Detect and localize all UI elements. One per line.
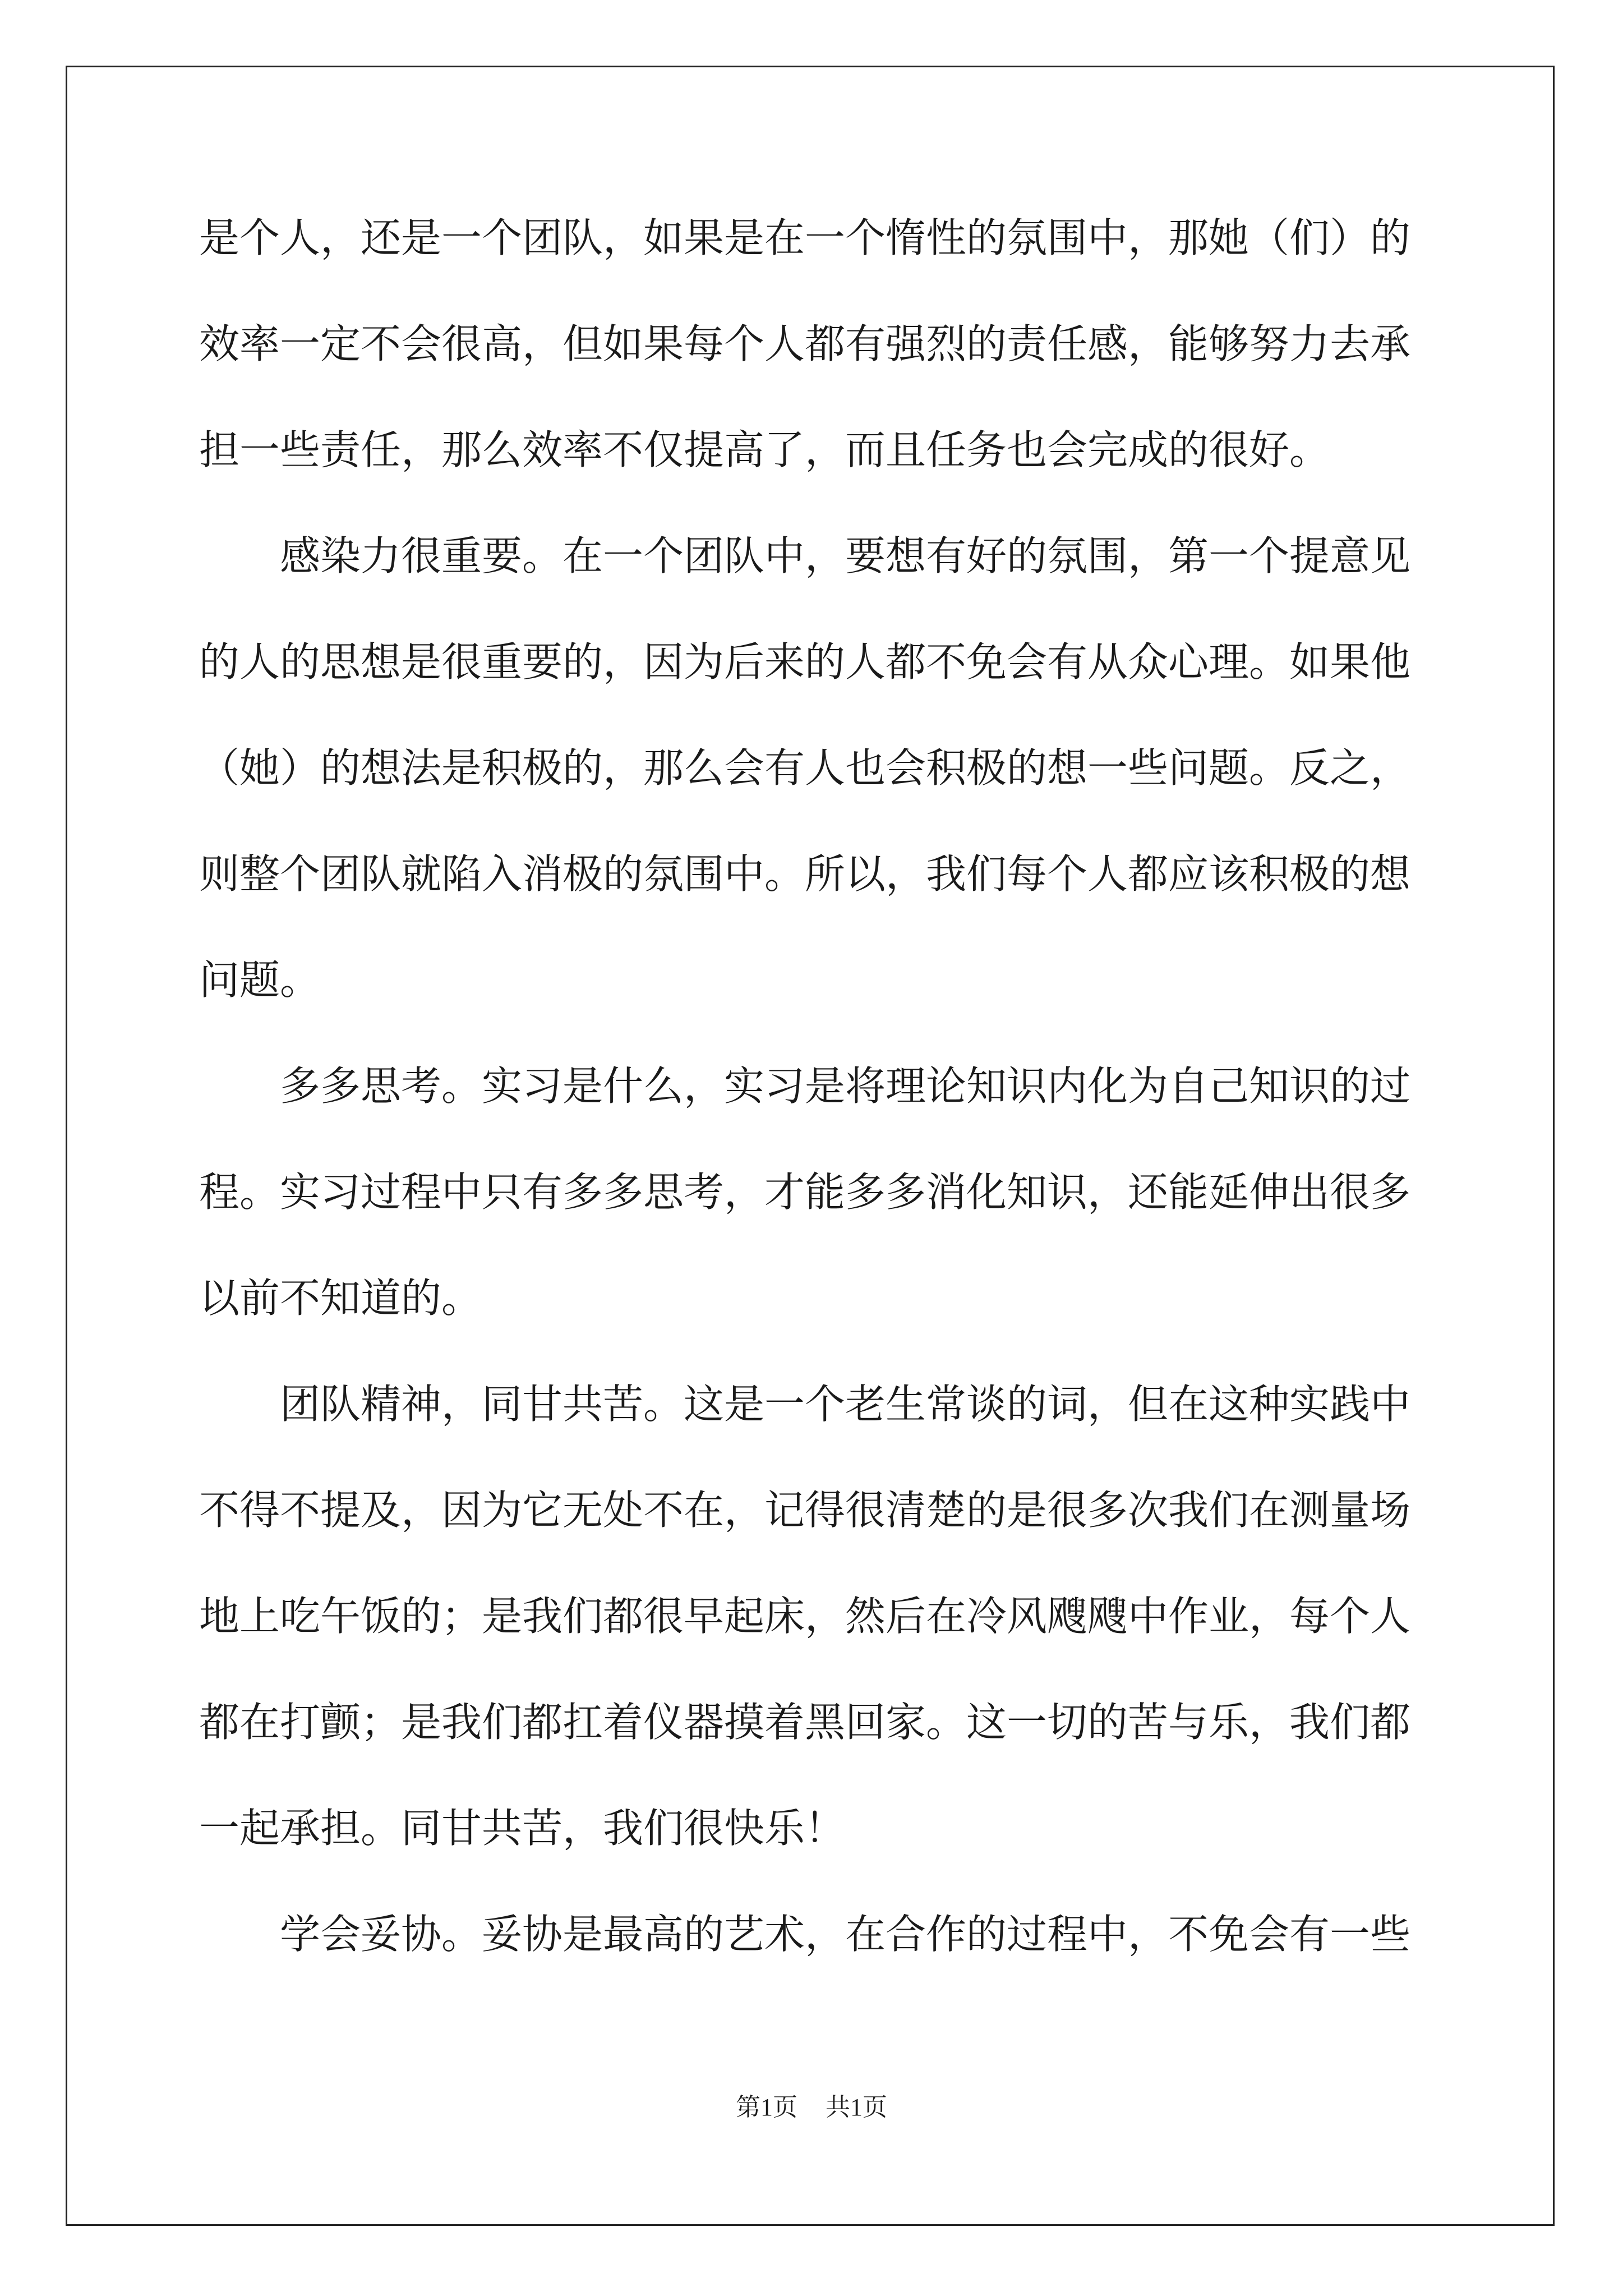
page-total: 共1页	[826, 2093, 887, 2121]
paragraph-first-line: 团队精神，同甘共苦。这是一个老生常谈的词，但在这种实践中	[280, 1381, 1411, 1428]
text-line: 不得不提及，因为它无处不在，记得很清楚的是很多次我们在测量场	[199, 1487, 1411, 1534]
paragraph-first-line: 学会妥协。妥协是最高的艺术，在合作的过程中，不免会有一些	[280, 1911, 1411, 1958]
text-line: 都在打颤；是我们都扛着仪器摸着黑回家。这一切的苦与乐，我们都	[199, 1699, 1411, 1746]
text-line: 则整个团队就陷入消极的氛围中。所以，我们每个人都应该积极的想	[199, 850, 1411, 898]
paragraph-first-line: 多多思考。实习是什么，实习是将理论知识内化为自己知识的过	[280, 1062, 1411, 1110]
document-body	[199, 208, 1433, 2010]
text-line: 地上吃午饭的；是我们都很早起床，然后在冷风飕飕中作业，每个人	[199, 1593, 1411, 1640]
page-footer	[0, 2087, 1623, 2123]
text-line: 效率一定不会很高，但如果每个人都有强烈的责任感，能够努力去承	[199, 320, 1411, 367]
text-line: 担一些责任，那么效率不仅提高了，而且任务也会完成的很好。	[199, 426, 1330, 473]
text-line: 以前不知道的。	[199, 1274, 482, 1322]
text-line: 程。实习过程中只有多多思考，才能多多消化知识，还能延伸出很多	[199, 1168, 1411, 1216]
text-line: 问题。	[199, 956, 321, 1004]
page-number: 第1页	[736, 2093, 797, 2121]
paragraph-first-line: 感染力很重要。在一个团队中，要想有好的氛围，第一个提意见	[280, 532, 1411, 579]
text-line: 是个人，还是一个团队，如果是在一个惰性的氛围中，那她（们）的	[199, 214, 1411, 261]
text-line: 的人的思想是很重要的，因为后来的人都不免会有从众心理。如果他	[199, 638, 1411, 685]
text-line: （她）的想法是积极的，那么会有人也会积极的想一些问题。反之，	[199, 744, 1411, 792]
text-line: 一起承担。同甘共苦，我们很快乐！	[199, 1805, 846, 1852]
